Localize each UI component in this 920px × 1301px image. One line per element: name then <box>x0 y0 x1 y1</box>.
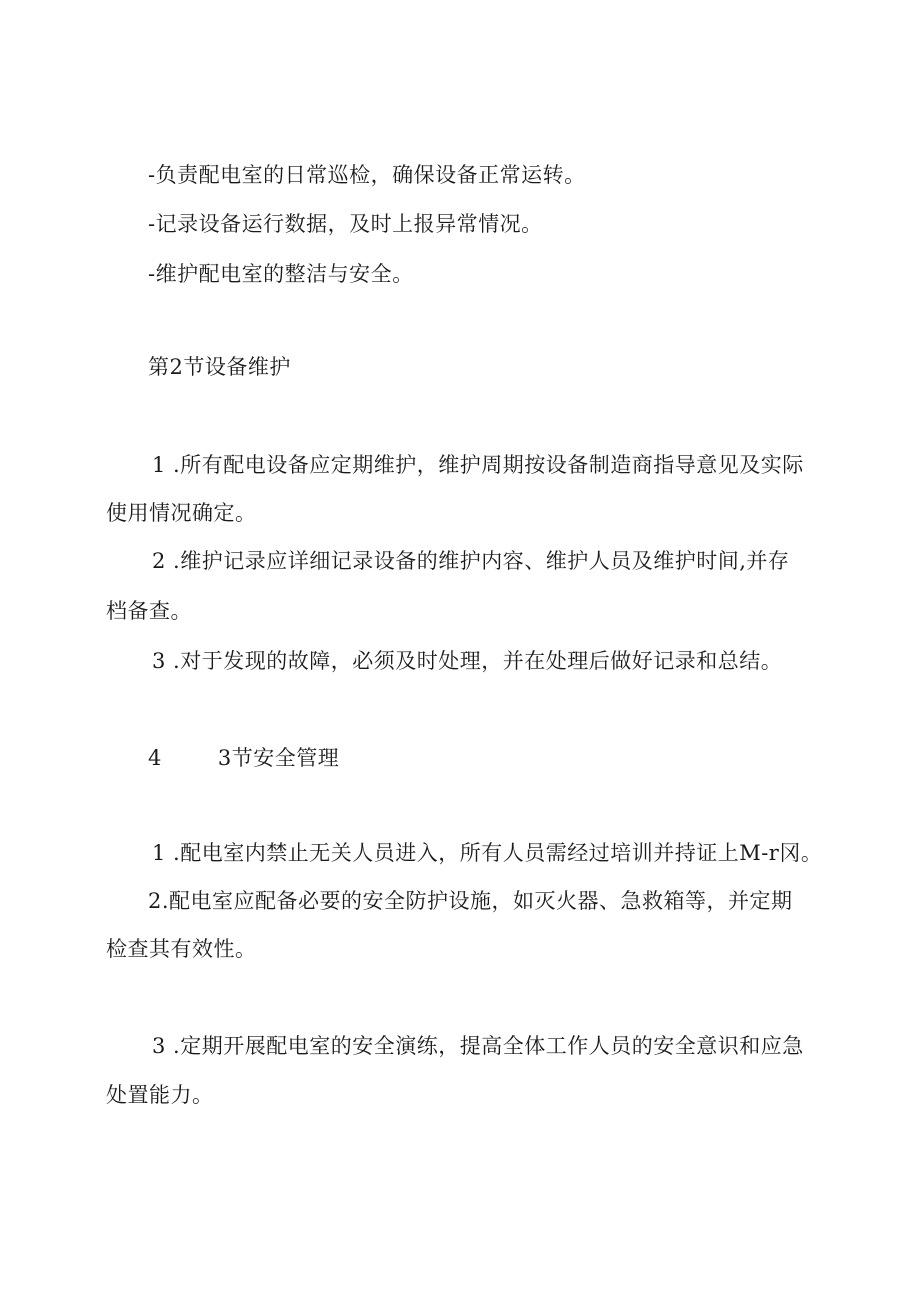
paragraph-line: 使用情况确定。 <box>106 501 257 525</box>
section-heading <box>148 743 339 773</box>
duty-item: -负责配电室的日常巡检，确保设备正常运转。 <box>148 163 586 187</box>
paragraph-line: 2.配电室应配备必要的安全防护设施，如灭火器、急救箱等，并定期 <box>148 889 793 913</box>
paragraph-line: 3 .对于发现的故障，必须及时处理，并在处理后做好记录和总结。 <box>152 649 783 673</box>
section-title: 3节安全管理 <box>217 746 340 770</box>
paragraph-line: 处置能力。 <box>106 1083 214 1107</box>
paragraph-line: 3 .定期开展配电室的安全演练，提高全体工作人员的安全意识和应急 <box>152 1034 804 1058</box>
duty-item: -维护配电室的整洁与安全。 <box>148 262 414 286</box>
paragraph-line: 1 .所有配电设备应定期维护，维护周期按设备制造商指导意见及实际 <box>152 453 804 477</box>
section-number: 4 <box>148 746 162 770</box>
paragraph-line: 检查其有效性。 <box>106 937 257 961</box>
duty-item: -记录设备运行数据，及时上报异常情况。 <box>148 212 543 236</box>
section-heading: 第2节设备维护 <box>148 355 291 379</box>
paragraph-line: 档备查。 <box>106 599 192 623</box>
paragraph-line: 1 .配电室内禁止无关人员进入，所有人员需经过培训并持证上M-r冈。 <box>152 841 823 865</box>
paragraph-line: 2 .维护记录应详细记录设备的维护内容、维护人员及维护时间,并存 <box>152 549 790 573</box>
